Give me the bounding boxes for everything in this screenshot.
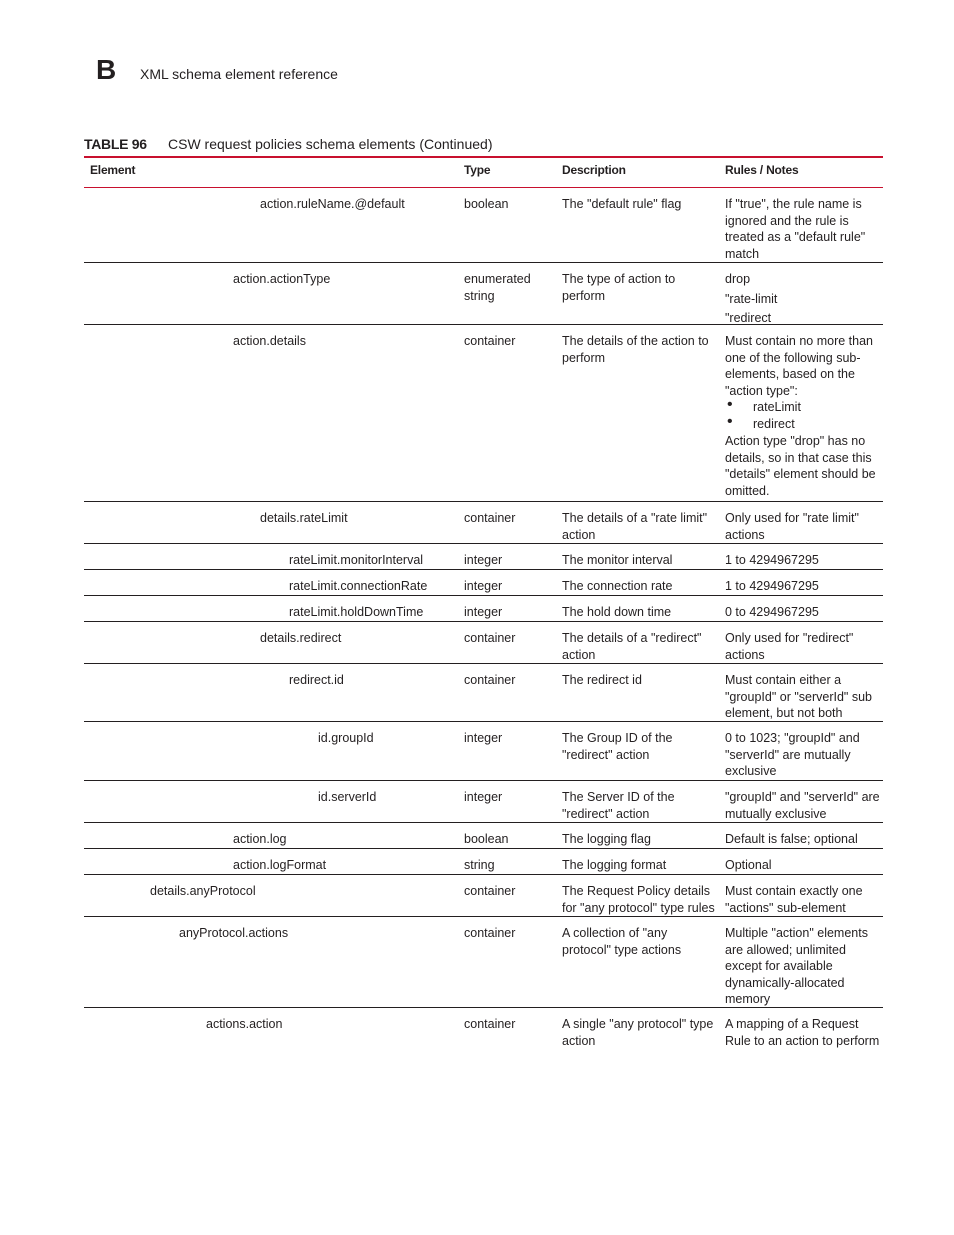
rules-cell: A mapping of a Request Rule to an action to perform [725, 1017, 880, 1048]
description-cell: The "default rule" flag [562, 197, 682, 211]
type-cell: container [464, 926, 516, 940]
description-cell: The logging flag [562, 832, 651, 846]
rules-bullet-item: • rateLimit [725, 399, 881, 416]
rules-cell: 1 to 4294967295 [725, 579, 819, 593]
rules-after: Action type "drop" has no details, so in that case this "details" element should be omitted. [725, 434, 876, 498]
rules-cell: 0 to 1023; "groupId" and "serverId" are mutually exclusive [725, 731, 860, 778]
rules-cell: Multiple "action" elements are allowed; unlimited except for available dynamically-allocated memory [725, 926, 868, 1006]
type-cell: container [464, 884, 516, 898]
type-cell: enumerated string [464, 272, 531, 303]
element-cell: actions.action [206, 1017, 283, 1031]
rules-cell [725, 333, 881, 499]
type-cell: container [464, 631, 516, 645]
type-cell: integer [464, 579, 503, 593]
type-cell: container [464, 673, 516, 687]
col-header-rules: Rules / Notes [725, 163, 799, 177]
table-row [84, 622, 883, 664]
element-cell: anyProtocol.actions [179, 926, 289, 940]
description-cell: The hold down time [562, 605, 672, 619]
rules-bullet-item: • redirect [725, 416, 881, 433]
table-row [84, 188, 883, 263]
rules-cell: Optional [725, 858, 772, 872]
type-cell: boolean [464, 832, 509, 846]
description-cell: A collection of "any protocol" type actions [562, 926, 682, 957]
element-cell: rateLimit.holdDownTime [289, 605, 424, 619]
rules-line: "redirect [725, 311, 772, 325]
type-cell: container [464, 334, 516, 348]
rules-cell: Only used for "rate limit" actions [725, 511, 859, 542]
type-cell: boolean [464, 197, 509, 211]
description-cell: The redirect id [562, 673, 642, 687]
element-cell: action.actionType [233, 272, 331, 286]
description-cell: The connection rate [562, 579, 673, 593]
element-cell: action.details [233, 334, 306, 348]
table-row [84, 544, 883, 570]
element-cell: id.groupId [318, 731, 374, 745]
rules-cell: Must contain either a "groupId" or "serverId" sub element, but not both [725, 673, 872, 720]
table-row [84, 1008, 883, 1068]
rules-cell: Must contain exactly one "actions" sub-element [725, 884, 863, 915]
description-cell: The Server ID of the "redirect" action [562, 790, 675, 821]
type-cell: integer [464, 731, 503, 745]
rules-cell: "groupId" and "serverId" are mutually exclusive [725, 790, 880, 821]
element-cell: rateLimit.connectionRate [289, 579, 428, 593]
rules-cell: 1 to 4294967295 [725, 553, 819, 567]
type-cell: integer [464, 605, 503, 619]
description-cell: The monitor interval [562, 553, 673, 567]
description-cell: The details of a "rate limit" action [562, 511, 708, 542]
rules-line: drop [725, 272, 751, 286]
description-cell: The logging format [562, 858, 667, 872]
chapter-letter: B [96, 54, 117, 85]
type-cell: integer [464, 790, 503, 804]
element-cell: action.ruleName.@default [260, 197, 405, 211]
type-cell: container [464, 1017, 516, 1031]
rules-cell: 0 to 4294967295 [725, 605, 819, 619]
type-cell: container [464, 511, 516, 525]
element-cell: rateLimit.monitorInterval [289, 553, 424, 567]
description-cell: The details of a "redirect" action [562, 631, 702, 662]
table-row [84, 263, 883, 325]
col-header-description: Description [562, 163, 626, 177]
rules-cell [725, 271, 881, 330]
table-row [84, 722, 883, 781]
col-header-type: Type [464, 163, 491, 177]
element-cell: id.serverId [318, 790, 377, 804]
description-cell: The Request Policy details for "any protocol" type rules [562, 884, 715, 915]
table-number: TABLE 96 [84, 136, 147, 152]
description-cell: The Group ID of the "redirect" action [562, 731, 673, 762]
table-row [84, 781, 883, 823]
schema-table [84, 156, 883, 1068]
table-row [84, 849, 883, 875]
element-cell: action.log [233, 832, 287, 846]
table-row [84, 823, 883, 849]
table-row [84, 664, 883, 722]
rules-cell: If "true", the rule name is ignored and the rule is treated as a "default rule" match [725, 197, 866, 261]
running-header-title: XML schema element reference [140, 66, 338, 82]
rules-line: "rate-limit [725, 291, 778, 306]
element-cell: redirect.id [289, 673, 344, 687]
rules-intro: Must contain no more than one of the following sub-elements, based on the "action type": [725, 334, 873, 398]
col-header-element: Element [90, 163, 136, 177]
table-row [84, 917, 883, 1008]
table-title: CSW request policies schema elements (Continued) [168, 136, 493, 152]
table-row [84, 875, 883, 917]
description-cell: The type of action to perform [562, 272, 676, 303]
table-header [84, 158, 883, 188]
description-cell: A single "any protocol" type action [562, 1017, 714, 1048]
type-cell: integer [464, 553, 503, 567]
table-caption [84, 135, 884, 153]
table-row [84, 570, 883, 596]
element-cell: action.logFormat [233, 858, 327, 872]
table-row [84, 596, 883, 622]
element-cell: details.redirect [260, 631, 342, 645]
element-cell: details.anyProtocol [150, 884, 256, 898]
element-cell: details.rateLimit [260, 511, 348, 525]
rules-cell: Default is false; optional [725, 832, 858, 846]
table-row [84, 502, 883, 544]
rules-cell: Only used for "redirect" actions [725, 631, 854, 662]
table-row [84, 325, 883, 502]
type-cell: string [464, 858, 495, 872]
rules-bullet-list [725, 399, 881, 432]
description-cell: The details of the action to perform [562, 334, 709, 365]
